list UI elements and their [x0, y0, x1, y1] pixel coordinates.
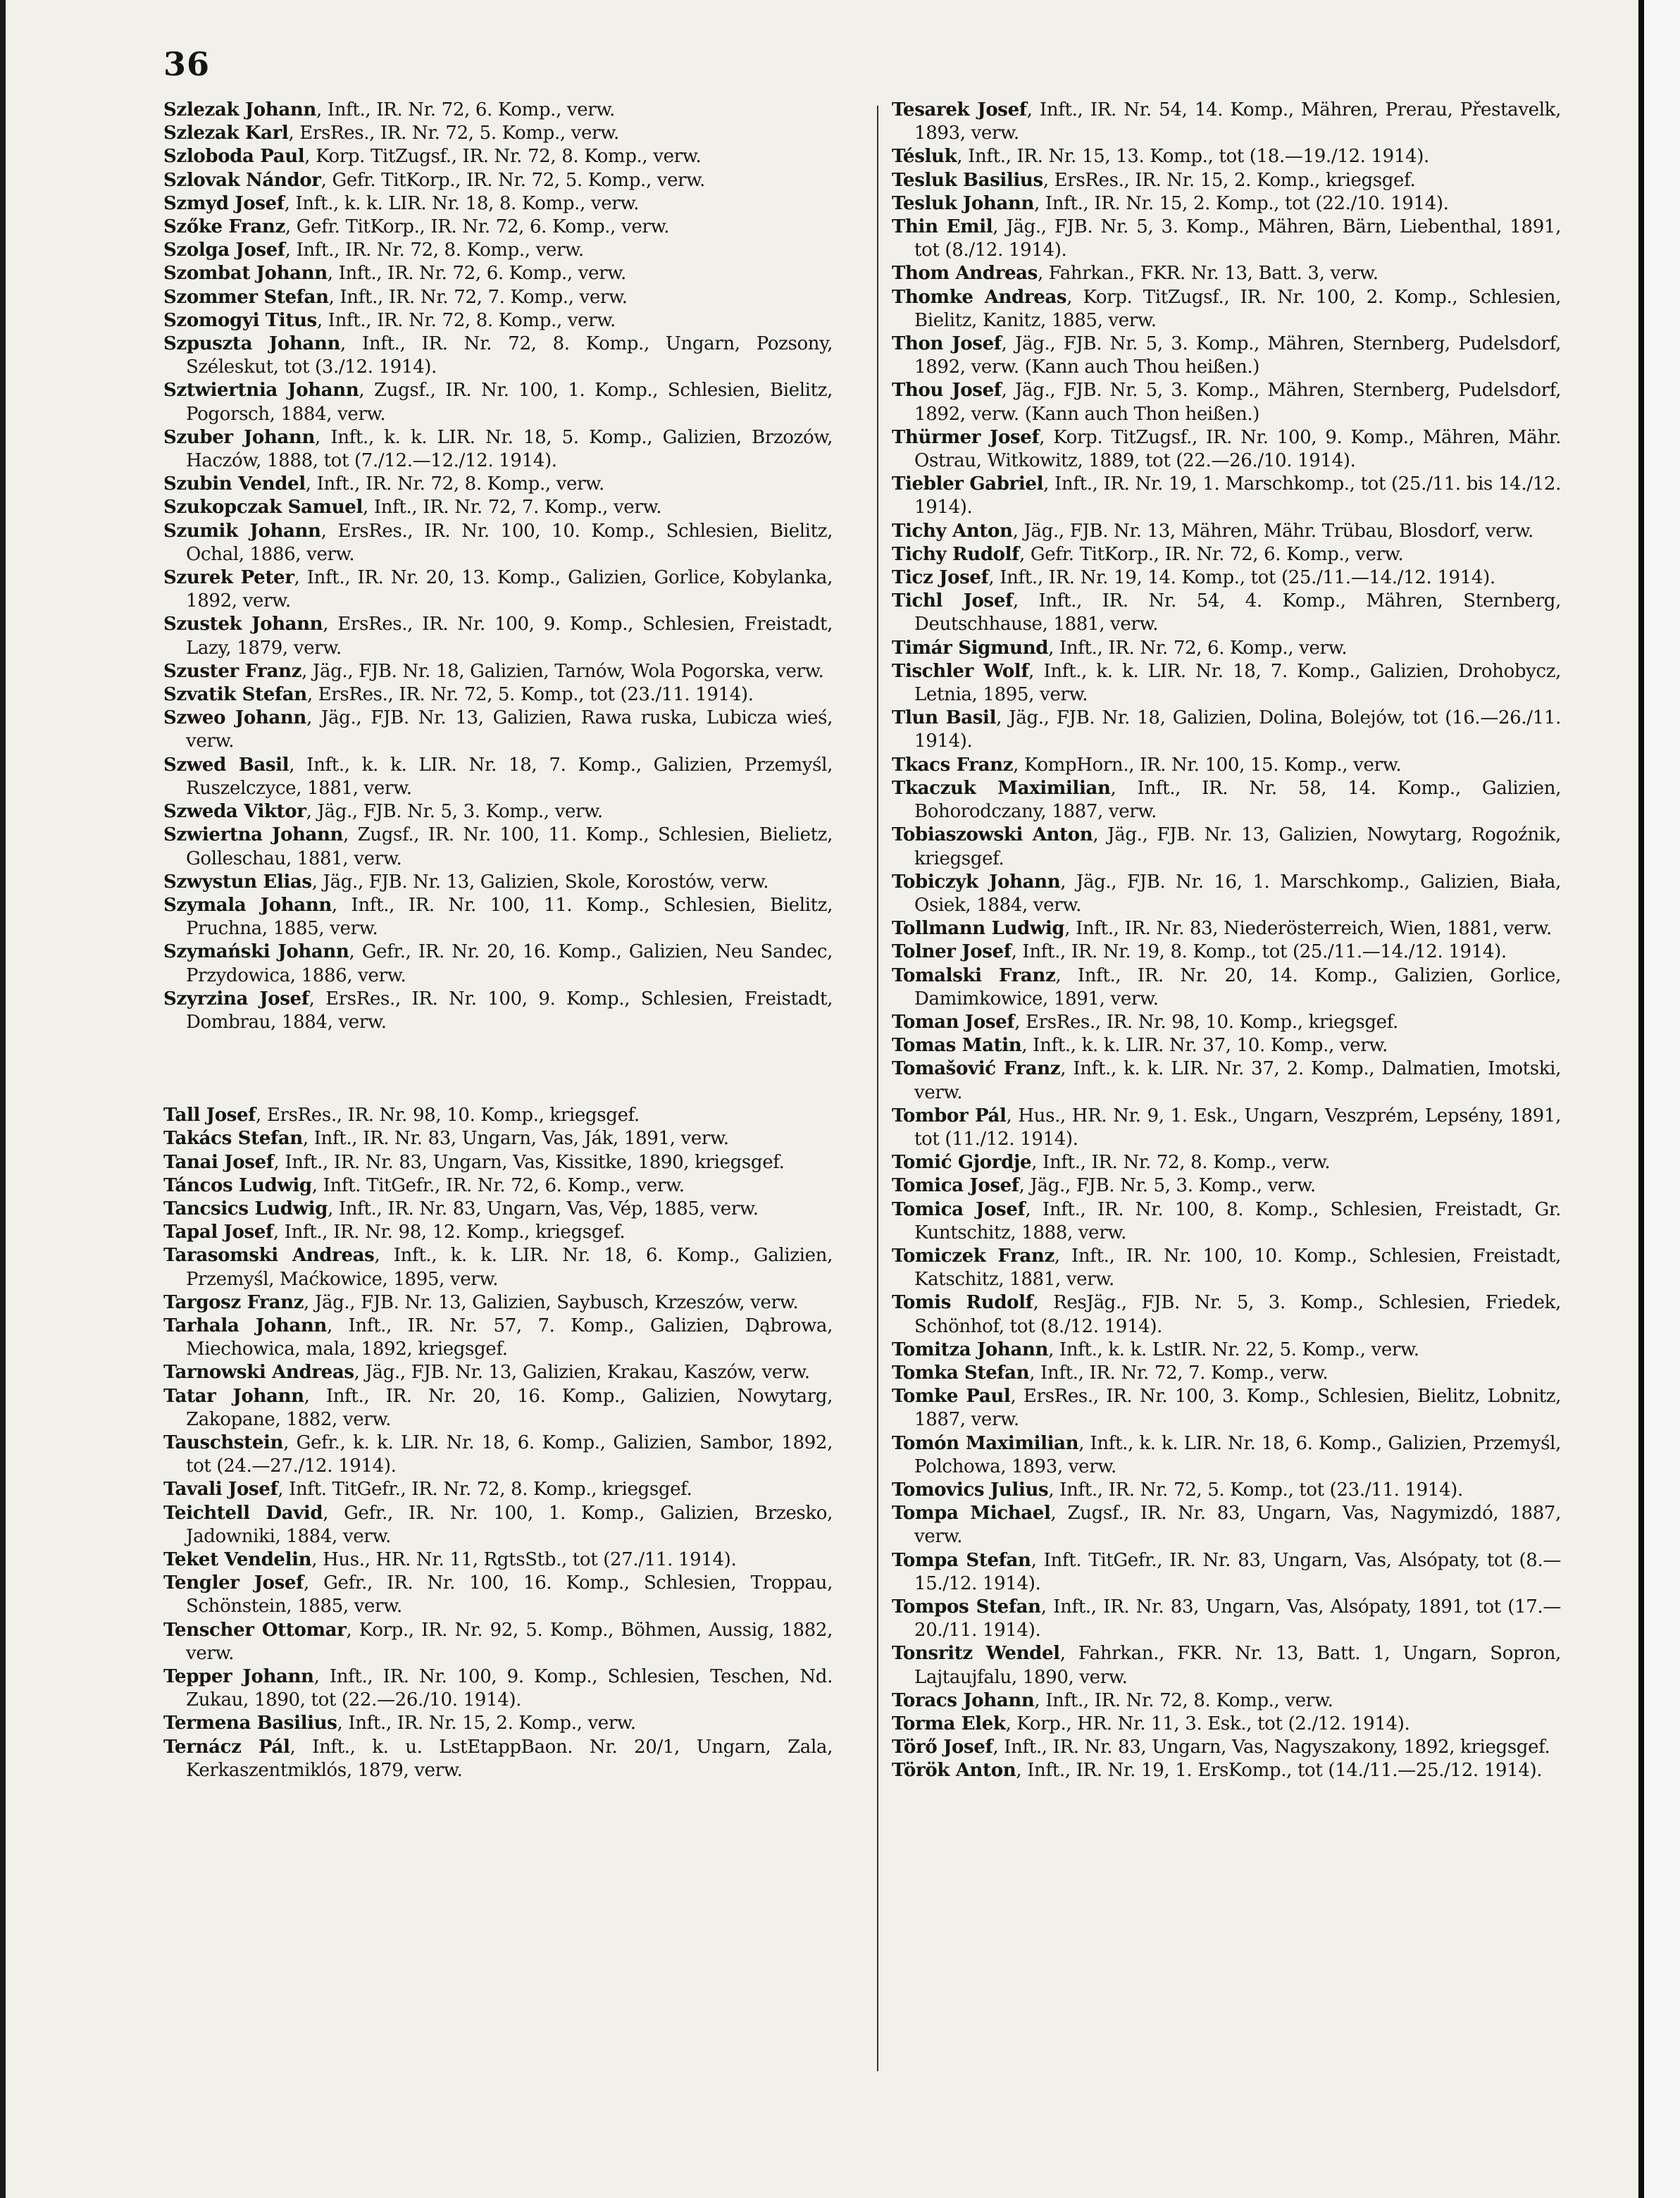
list-entry — [163, 99, 833, 122]
entry-details: , Inft., k. k. LIR. Nr. 18, 6. Komp., Galizien, Przemyśl, Maćkowice, 1895, verw. — [186, 1245, 833, 1290]
list-entry — [892, 1736, 1561, 1759]
entry-details: , Korp. TitZugsf., IR. Nr. 72, 8. Komp., verw. — [304, 146, 702, 168]
list-entry — [892, 566, 1561, 590]
entry-details: , Inft., IR. Nr. 72, 8. Komp., verw. — [305, 473, 604, 495]
entry-details: , Inft., IR. Nr. 72, 6. Komp., verw. — [316, 99, 616, 120]
scan-edge-left — [0, 0, 6, 2198]
entry-name: Tancsics Ludwig — [163, 1198, 328, 1219]
entry-name: Tomica Josef — [892, 1175, 1019, 1197]
list-entry — [163, 145, 833, 168]
entry-details: , Inft., IR. Nr. 72, 8. Komp., verw. — [1034, 1689, 1333, 1711]
entry-details: , Inft., k. k. LIR. Nr. 18, 6. Komp., Galizien, Przemyśl, Polchowa, 1893, verw. — [914, 1432, 1561, 1477]
entry-name: Tkacs Franz — [892, 754, 1014, 776]
list-entry — [892, 1291, 1561, 1338]
entry-details: , Inft., k. k. LIR. Nr. 18, 8. Komp., verw. — [284, 192, 640, 214]
list-entry — [163, 333, 833, 379]
entry-name: Szymala Johann — [163, 894, 332, 916]
entry-details: , Inft., IR. Nr. 72, 6. Komp., verw. — [327, 263, 626, 285]
right-column — [892, 99, 1561, 1783]
list-entry — [892, 379, 1561, 426]
list-entry — [892, 590, 1561, 636]
entry-details: , Inft., k. k. LIR. Nr. 37, 10. Komp., verw. — [1021, 1035, 1388, 1057]
entry-details: , Inft., IR. Nr. 20, 13. Komp., Galizien, Gorlice, Kobylanka, 1892, verw. — [186, 567, 833, 612]
list-entry — [163, 1619, 833, 1665]
entry-name: Tesluk Johann — [892, 192, 1035, 214]
entry-details: , Inft., IR. Nr. 98, 12. Komp., kriegsgef. — [273, 1222, 626, 1243]
entry-details: , Inft. TitGefr., IR. Nr. 83, Ungarn, Vas, Alsópaty, tot (8.—15./12. 1914). — [914, 1549, 1562, 1594]
entry-details: , Inft., IR. Nr. 72, 8. Komp., verw. — [1031, 1152, 1331, 1174]
entry-name: Torma Elek — [892, 1713, 1006, 1735]
entry-name: Szurek Peter — [163, 567, 294, 589]
entry-name: Tischler Wolf — [892, 660, 1029, 682]
entry-details: , Inft., IR. Nr. 58, 14. Komp., Galizien, Bohorodczany, 1887, verw. — [914, 777, 1562, 823]
entry-name: Szweo Johann — [163, 707, 306, 729]
entry-details: , ErsRes., IR. Nr. 100, 9. Komp., Schlesien, Freistadt, Dombrau, 1884, verw. — [186, 988, 833, 1033]
entry-name: Szomogyi Titus — [163, 309, 317, 331]
entry-details: , Inft., k. k. LIR. Nr. 18, 7. Komp., Galizien, Drohobycz, Letnia, 1895, verw. — [914, 660, 1561, 706]
entry-details: , Inft., IR. Nr. 57, 7. Komp., Galizien, Dąbrowa, Miechowica, mala, 1892, kriegsgef. — [186, 1315, 833, 1360]
entry-details: , ErsRes., IR. Nr. 98, 10. Komp., kriegsgef. — [256, 1105, 640, 1126]
entry-details: , Gefr., IR. Nr. 20, 16. Komp., Galizien, Neu Sandec, Przydowica, 1886, verw. — [186, 941, 833, 986]
list-entry — [163, 1174, 833, 1198]
entry-name: Thon Josef — [892, 333, 1002, 355]
list-entry — [163, 286, 833, 309]
list-entry — [892, 1596, 1561, 1642]
entry-name: Tomovics Julius — [892, 1479, 1049, 1501]
entry-details: , Inft., k. k. LIR. Nr. 18, 7. Komp., Galizien, Przemyśl, Ruszelczyce, 1881, verw. — [186, 754, 833, 799]
entry-name: Tichy Rudolf — [892, 543, 1020, 565]
entry-name: Szwystun Elias — [163, 871, 312, 893]
entry-details: , Gefr., IR. Nr. 100, 1. Komp., Galizien, Brzesko, Jadowniki, 1884, verw. — [186, 1502, 833, 1547]
entry-details: , Inft., k. u. LstEtappBaon. Nr. 20/1, Ungarn, Zala, Kerkaszentmiklós, 1879, verw. — [186, 1736, 833, 1781]
list-entry — [163, 496, 833, 519]
section-gap — [163, 1034, 833, 1104]
entry-details: , Hus., HR. Nr. 11, RgtsStb., tot (27./11. 1914). — [311, 1548, 737, 1570]
list-entry — [163, 309, 833, 333]
list-entry — [163, 824, 833, 870]
list-entry — [892, 1105, 1561, 1151]
entry-name: Szwed Basil — [163, 754, 290, 776]
list-entry — [892, 637, 1561, 660]
entry-details: , Inft. TitGefr., IR. Nr. 72, 6. Komp., verw. — [311, 1174, 685, 1196]
list-entry — [163, 1665, 833, 1712]
list-entry — [163, 1198, 833, 1221]
entry-details: , Gefr., k. k. LIR. Nr. 18, 6. Komp., Galizien, Sambor, 1892, tot (24.—27./12. 1914). — [186, 1432, 833, 1477]
entry-details: , Inft., IR. Nr. 72, 7. Komp., verw. — [1029, 1362, 1329, 1384]
list-entry — [892, 99, 1561, 145]
entry-details: , Inft., IR. Nr. 19, 1. Marschkomp., tot (25./11. bis 14./12. 1914). — [914, 473, 1561, 519]
entry-details: , Inft., IR. Nr. 100, 10. Komp., Schlesien, Freistadt, Katschitz, 1881, verw. — [914, 1245, 1561, 1291]
entry-name: Tomón Maximilian — [892, 1432, 1079, 1454]
entry-name: Tomalski Franz — [892, 964, 1056, 986]
entry-name: Szukopczak Samuel — [163, 497, 363, 519]
entry-name: Tésluk — [892, 146, 957, 168]
list-entry — [163, 122, 833, 145]
list-entry — [892, 192, 1561, 216]
entry-name: Szlezak Johann — [163, 99, 316, 120]
entry-name: Timár Sigmund — [892, 637, 1049, 659]
entry-details: , ErsRes., IR. Nr. 100, 10. Komp., Schlesien, Bielitz, Ochal, 1886, verw. — [186, 520, 833, 565]
entry-details: , Korp. TitZugsf., IR. Nr. 100, 2. Komp., Schlesien, Bielitz, Kanitz, 1885, verw. — [914, 286, 1561, 331]
entry-name: Thomke Andreas — [892, 286, 1067, 308]
entry-details: , Inft. TitGefr., IR. Nr. 72, 8. Komp., kriegsgef. — [278, 1479, 692, 1501]
left-column — [163, 99, 833, 1782]
entry-name: Thürmer Josef — [892, 426, 1040, 448]
list-entry — [892, 1549, 1561, 1596]
entry-name: Tichy Anton — [892, 520, 1013, 542]
list-entry — [163, 1572, 833, 1618]
list-entry — [163, 613, 833, 659]
list-entry — [163, 426, 833, 473]
entry-details: , ErsRes., IR. Nr. 98, 10. Komp., kriegsgef. — [1014, 1011, 1398, 1033]
entry-name: Tauschstein — [163, 1432, 284, 1453]
entry-name: Tiebler Gabriel — [892, 473, 1044, 495]
entry-name: Szweda Viktor — [163, 801, 306, 823]
entry-details: , Fahrkan., FKR. Nr. 13, Batt. 1, Ungarn, Sopron, Lajtaujfalu, 1890, verw. — [914, 1643, 1562, 1688]
entry-name: Tonsritz Wendel — [892, 1643, 1060, 1665]
entry-details: , Gefr. TitKorp., IR. Nr. 72, 6. Komp., verw. — [1019, 543, 1404, 565]
entry-name: Szuber Johann — [163, 426, 316, 448]
entry-name: Tenscher Ottomar — [163, 1619, 347, 1641]
entry-name: Szombat Johann — [163, 263, 328, 285]
entry-name: Táncos Ludwig — [163, 1174, 312, 1196]
entry-name: Tengler Josef — [163, 1572, 304, 1594]
list-entry — [892, 1057, 1561, 1104]
list-entry — [892, 286, 1561, 333]
entry-details: , Inft., IR. Nr. 83, Ungarn, Vas, Kissitke, 1890, kriegsgef. — [273, 1151, 785, 1173]
entry-name: Tomić Gjordje — [892, 1152, 1032, 1174]
list-entry — [892, 824, 1561, 870]
list-entry — [163, 262, 833, 285]
list-entry — [892, 1245, 1561, 1291]
entry-details: , Jäg., FJB. Nr. 13, Mähren, Mähr. Trübau, Blosdorf, verw. — [1012, 520, 1533, 542]
entry-name: Tomašović Franz — [892, 1058, 1061, 1080]
entry-details: , Inft., IR. Nr. 19, 1. ErsKomp., tot (14./11.—25./12. 1914). — [1016, 1760, 1543, 1782]
list-entry — [892, 169, 1561, 192]
list-entry — [892, 1034, 1561, 1057]
entry-name: Szumik Johann — [163, 520, 321, 542]
entry-details: , Inft., IR. Nr. 72, 8. Komp., verw. — [285, 240, 584, 261]
page-number: 36 — [163, 45, 211, 83]
entry-name: Tall Josef — [163, 1105, 256, 1126]
entry-name: Tanai Josef — [163, 1151, 274, 1173]
entry-details: , Inft., IR. Nr. 83, Ungarn, Vas, Alsópaty, 1891, tot (17.—20./11. 1914). — [914, 1596, 1561, 1641]
scan-edge-right — [1638, 0, 1644, 2198]
entry-details: , Zugsf., IR. Nr. 100, 11. Komp., Schlesien, Bielietz, Golleschau, 1881, verw. — [186, 824, 833, 869]
list-entry — [163, 1502, 833, 1548]
list-entry — [892, 1174, 1561, 1198]
entry-details: , Inft., IR. Nr. 72, 6. Komp., verw. — [1048, 637, 1348, 659]
list-entry — [163, 192, 833, 216]
list-entry — [163, 520, 833, 566]
entry-details: , Inft., IR. Nr. 15, 2. Komp., tot (22./10. 1914). — [1034, 192, 1449, 214]
entry-name: Thin Emil — [892, 216, 993, 238]
list-entry — [163, 1151, 833, 1174]
entry-details: , Hus., HR. Nr. 9, 1. Esk., Ungarn, Veszprém, Lepsény, 1891, tot (11./12. 1914). — [914, 1105, 1561, 1150]
entry-name: Tarhala Johann — [163, 1315, 327, 1336]
entry-details: , ErsRes., IR. Nr. 100, 3. Komp., Schlesien, Bielitz, Lobnitz, 1887, verw. — [914, 1386, 1561, 1431]
list-entry — [163, 988, 833, 1034]
entry-details: , ErsRes., IR. Nr. 72, 5. Komp., verw. — [288, 123, 619, 144]
list-entry — [163, 216, 833, 239]
entry-name: Tomke Paul — [892, 1386, 1011, 1408]
entry-name: Szyrzina Josef — [163, 988, 309, 1010]
list-entry — [163, 894, 833, 940]
list-entry — [163, 379, 833, 426]
entry-details: , Gefr. TitKorp., IR. Nr. 72, 5. Komp., verw. — [321, 169, 705, 191]
entry-details: , Fahrkan., FKR. Nr. 13, Batt. 3, verw. — [1037, 263, 1379, 285]
list-entry — [163, 1127, 833, 1150]
entry-name: Teket Vendelin — [163, 1548, 312, 1570]
list-entry — [163, 473, 833, 496]
entry-name: Török Anton — [892, 1760, 1016, 1782]
entry-name: Ticz Josef — [892, 567, 989, 589]
entry-name: Tomis Rudolf — [892, 1292, 1033, 1314]
entry-name: Termena Basilius — [163, 1713, 337, 1734]
entry-name: Szommer Stefan — [163, 286, 329, 308]
entry-details: , Inft., k. k. LIR. Nr. 37, 2. Komp., Dalmatien, Imotski, verw. — [914, 1058, 1561, 1103]
entry-name: Tomka Stefan — [892, 1362, 1030, 1384]
entry-details: , Jäg., FJB. Nr. 5, 3. Komp., Mähren, Bärn, Liebenthal, 1891, tot (8./12. 1914). — [914, 216, 1561, 261]
entry-name: Szmyd Josef — [163, 192, 285, 214]
entry-name: Targosz Franz — [163, 1291, 304, 1313]
entry-name: Szolga Josef — [163, 240, 285, 261]
list-entry — [892, 426, 1561, 473]
entry-details: , Jäg., FJB. Nr. 13, Galizien, Rawa ruska, Lubicza wieś, verw. — [186, 707, 833, 752]
list-entry — [892, 1198, 1561, 1245]
list-entry — [163, 1478, 833, 1501]
entry-name: Tompa Michael — [892, 1503, 1051, 1525]
list-entry — [892, 1689, 1561, 1713]
list-entry — [892, 660, 1561, 707]
entry-name: Tomiczek Franz — [892, 1245, 1054, 1267]
entry-details: , Inft., IR. Nr. 19, 8. Komp., tot (25./11.—14./12. 1914). — [1011, 941, 1507, 963]
entry-details: , ErsRes., IR. Nr. 72, 5. Komp., tot (23./11. 1914). — [306, 684, 754, 706]
entry-name: Takács Stefan — [163, 1128, 303, 1150]
list-entry — [892, 1011, 1561, 1034]
list-entry — [892, 1151, 1561, 1174]
list-entry — [163, 660, 833, 683]
list-entry — [163, 239, 833, 262]
entry-name: Tepper Johann — [163, 1666, 314, 1687]
entry-details: , Jäg., FJB. Nr. 5, 3. Komp., verw. — [1019, 1175, 1316, 1197]
list-entry — [163, 1315, 833, 1361]
list-entry — [892, 333, 1561, 379]
list-entry — [892, 145, 1561, 168]
entry-details: , Inft., IR. Nr. 100, 11. Komp., Schlesien, Bielitz, Pruchna, 1885, verw. — [186, 894, 833, 940]
entry-name: Szvatik Stefan — [163, 684, 307, 706]
entry-details: , Korp., HR. Nr. 11, 3. Esk., tot (2./12. 1914). — [1005, 1713, 1410, 1735]
entry-details: , Jäg., FJB. Nr. 5, 3. Komp., Mähren, Sternberg, Pudelsdorf, 1892, verw. (Kann auch Thon heißen.) — [914, 380, 1561, 425]
list-entry — [892, 216, 1561, 262]
list-entry — [163, 566, 833, 613]
entry-details: , Inft., IR. Nr. 72, 5. Komp., tot (23./11. 1914). — [1048, 1479, 1463, 1501]
entry-name: Tatar Johann — [163, 1385, 304, 1407]
list-entry — [163, 683, 833, 707]
entry-name: Tobiczyk Johann — [892, 871, 1061, 893]
list-entry — [892, 543, 1561, 566]
entry-name: Szwiertna Johann — [163, 824, 344, 846]
entry-name: Szubin Vendel — [163, 473, 306, 495]
entry-details: , Inft., IR. Nr. 15, 13. Komp., tot (18.—19./12. 1914). — [957, 146, 1429, 168]
entry-details: , Korp. TitZugsf., IR. Nr. 100, 9. Komp., Mähren, Mähr. Ostrau, Witkowitz, 1889, tot (22.—26./10. 1914). — [914, 426, 1561, 472]
entry-details: , Jäg., FJB. Nr. 13, Galizien, Saybusch, Krzeszów, verw. — [304, 1291, 799, 1313]
list-entry — [163, 707, 833, 753]
entry-details: , Korp., IR. Nr. 92, 5. Komp., Böhmen, Aussig, 1882, verw. — [186, 1619, 833, 1664]
entry-details: , Inft., IR. Nr. 72, 7. Komp., verw. — [363, 497, 662, 519]
list-entry — [892, 1759, 1561, 1782]
entry-details: , Inft., IR. Nr. 20, 14. Komp., Galizien, Gorlice, Damimkowice, 1891, verw. — [914, 964, 1561, 1010]
entry-name: Tomitza Johann — [892, 1339, 1049, 1360]
entry-details: , Gefr. TitKorp., IR. Nr. 72, 6. Komp., verw. — [285, 216, 670, 238]
list-entry — [892, 1642, 1561, 1689]
list-entry — [892, 1502, 1561, 1548]
entry-details: , Jäg., FJB. Nr. 5, 3. Komp., Mähren, Sternberg, Pudelsdorf, 1892, verw. (Kann auch Thou heißen.) — [914, 333, 1561, 378]
entry-name: Szuster Franz — [163, 660, 302, 682]
entry-name: Tesarek Josef — [892, 99, 1027, 120]
entry-details: , Inft., IR. Nr. 20, 16. Komp., Galizien, Nowytarg, Zakopane, 1882, verw. — [186, 1385, 833, 1430]
entry-name: Tomica Josef — [892, 1198, 1026, 1220]
entry-name: Tomas Matin — [892, 1035, 1022, 1057]
entry-details: , Inft., IR. Nr. 19, 14. Komp., tot (25./11.—14./12. 1914). — [988, 567, 1495, 589]
column-divider — [877, 106, 878, 2071]
entry-details: , Inft., k. k. LIR. Nr. 18, 5. Komp., Galizien, Brzozów, Haczów, 1888, tot (7./12.—12./12. 1914). — [186, 426, 833, 472]
entry-details: , KompHorn., IR. Nr. 100, 15. Komp., verw. — [1013, 754, 1402, 776]
entry-name: Tombor Pál — [892, 1105, 1007, 1126]
list-entry — [163, 1244, 833, 1291]
entry-details: , Inft., IR. Nr. 83, Ungarn, Vas, Ják, 1891, verw. — [302, 1128, 729, 1150]
entry-details: , Jäg., FJB. Nr. 13, Galizien, Nowytarg, Rogoźnik, kriegsgef. — [914, 824, 1561, 869]
entry-details: , Inft., IR. Nr. 15, 2. Komp., verw. — [337, 1713, 636, 1734]
entry-details: , Inft., IR. Nr. 72, 8. Komp., verw. — [316, 309, 616, 331]
scan-margin-right — [1644, 0, 1680, 2198]
entry-name: Tobiaszowski Anton — [892, 824, 1093, 846]
list-entry — [892, 964, 1561, 1011]
entry-name: Tolner Josef — [892, 941, 1012, 963]
list-entry — [892, 777, 1561, 824]
list-entry — [892, 871, 1561, 917]
entry-name: Sztwiertnia Johann — [163, 380, 359, 402]
entry-name: Tarnowski Andreas — [163, 1362, 354, 1384]
entry-name: Toman Josef — [892, 1011, 1015, 1033]
entry-details: , Inft., IR. Nr. 54, 4. Komp., Mähren, Sternberg, Deutschhause, 1881, verw. — [914, 590, 1561, 635]
entry-details: , Jäg., FJB. Nr. 16, 1. Marschkomp., Galizien, Biała, Osiek, 1884, verw. — [914, 871, 1561, 916]
list-entry — [163, 1432, 833, 1478]
entry-name: Ternácz Pál — [163, 1736, 290, 1758]
list-entry — [163, 871, 833, 894]
entry-details: , Jäg., FJB. Nr. 13, Galizien, Krakau, Kaszów, verw. — [354, 1362, 810, 1384]
entry-name: Szustek Johann — [163, 614, 323, 635]
entry-details: , Jäg., FJB. Nr. 13, Galizien, Skole, Korostów, verw. — [311, 871, 769, 893]
list-entry — [163, 1291, 833, 1315]
list-entry — [892, 1432, 1561, 1479]
entry-details: , Zugsf., IR. Nr. 100, 1. Komp., Schlesien, Bielitz, Pogorsch, 1884, verw. — [186, 380, 833, 425]
entry-details: , ErsRes., IR. Nr. 100, 9. Komp., Schlesien, Freistadt, Lazy, 1879, verw. — [186, 614, 833, 659]
list-entry — [892, 473, 1561, 519]
entry-name: Szőke Franz — [163, 216, 285, 238]
entry-name: Törő Josef — [892, 1737, 993, 1758]
entry-details: , ResJäg., FJB. Nr. 5, 3. Komp., Schlesien, Friedek, Schönhof, tot (8./12. 1914). — [914, 1292, 1561, 1337]
entry-name: Thou Josef — [892, 380, 1002, 402]
list-entry — [163, 940, 833, 987]
entry-details: , Inft., k. k. LstIR. Nr. 22, 5. Komp., verw. — [1048, 1339, 1419, 1360]
entry-details: , Inft., IR. Nr. 83, Ungarn, Vas, Vép, 1885, verw. — [328, 1198, 759, 1219]
entry-name: Tkaczuk Maximilian — [892, 777, 1111, 799]
entry-name: Szpuszta Johann — [163, 333, 341, 355]
entry-details: , Inft., IR. Nr. 83, Ungarn, Vas, Nagyszakony, 1892, kriegsgef. — [993, 1737, 1550, 1758]
entry-name: Tarasomski Andreas — [163, 1245, 375, 1267]
entry-details: , Zugsf., IR. Nr. 83, Ungarn, Vas, Nagymizdó, 1887, verw. — [914, 1503, 1561, 1548]
entry-name: Tlun Basil — [892, 707, 997, 729]
entry-details: , Jäg., FJB. Nr. 18, Galizien, Dolina, Bolejów, tot (16.—26./11. 1914). — [914, 707, 1561, 752]
entry-details: , ErsRes., IR. Nr. 15, 2. Komp., kriegsgef. — [1043, 169, 1416, 191]
entry-name: Tompos Stefan — [892, 1596, 1041, 1618]
list-entry — [892, 1713, 1561, 1736]
entry-details: , Gefr., IR. Nr. 100, 16. Komp., Schlesien, Troppau, Schönstein, 1885, verw. — [186, 1572, 833, 1618]
entry-name: Szlovak Nándor — [163, 169, 321, 191]
list-entry — [892, 1362, 1561, 1385]
entry-details: , Inft., IR. Nr. 83, Niederösterreich, Wien, 1881, verw. — [1064, 918, 1552, 940]
entry-details: , Jäg., FJB. Nr. 5, 3. Komp., verw. — [306, 801, 603, 823]
list-entry — [892, 1385, 1561, 1432]
list-entry — [892, 520, 1561, 543]
entry-name: Szymański Johann — [163, 941, 349, 963]
list-entry — [163, 1385, 833, 1432]
list-entry — [892, 1339, 1561, 1362]
entry-name: Tompa Stefan — [892, 1549, 1031, 1571]
list-entry — [892, 1479, 1561, 1502]
list-entry — [163, 1736, 833, 1782]
list-entry — [892, 917, 1561, 940]
list-entry — [163, 1221, 833, 1244]
entry-details: , Inft., IR. Nr. 72, 7. Komp., verw. — [328, 286, 628, 308]
entry-name: Tesluk Basilius — [892, 169, 1043, 191]
entry-name: Teichtell David — [163, 1502, 323, 1524]
entry-details: , Inft., IR. Nr. 100, 9. Komp., Schlesien, Teschen, Nd. Zukau, 1890, tot (22.—26./10. 1914). — [186, 1666, 833, 1711]
list-entry — [892, 754, 1561, 777]
entry-details: , Inft., IR. Nr. 54, 14. Komp., Mähren, Prerau, Přestavelk, 1893, verw. — [914, 99, 1561, 144]
entry-details: , Jäg., FJB. Nr. 18, Galizien, Tarnów, Wola Pogorska, verw. — [301, 660, 824, 682]
entry-name: Toracs Johann — [892, 1689, 1035, 1711]
entry-details: , Inft., IR. Nr. 72, 8. Komp., Ungarn, Pozsony, Széleskut, tot (3./12. 1914). — [186, 333, 833, 378]
list-entry — [892, 262, 1561, 285]
list-entry — [163, 1548, 833, 1572]
entry-name: Tichl Josef — [892, 590, 1013, 612]
list-entry — [163, 800, 833, 824]
entry-name: Szloboda Paul — [163, 146, 305, 168]
entry-name: Thom Andreas — [892, 263, 1038, 285]
entry-name: Tapal Josef — [163, 1222, 273, 1243]
list-entry — [163, 754, 833, 800]
list-entry — [892, 707, 1561, 753]
entry-name: Tollmann Ludwig — [892, 918, 1065, 940]
list-entry — [163, 1712, 833, 1735]
entry-details: , Inft., IR. Nr. 100, 8. Komp., Schlesien, Freistadt, Gr. Kuntschitz, 1888, verw. — [914, 1198, 1562, 1243]
list-entry — [163, 169, 833, 192]
list-entry — [163, 1104, 833, 1127]
entry-name: Tavali Josef — [163, 1479, 278, 1501]
list-entry — [892, 940, 1561, 964]
entry-name: Szlezak Karl — [163, 123, 289, 144]
list-entry — [163, 1361, 833, 1384]
